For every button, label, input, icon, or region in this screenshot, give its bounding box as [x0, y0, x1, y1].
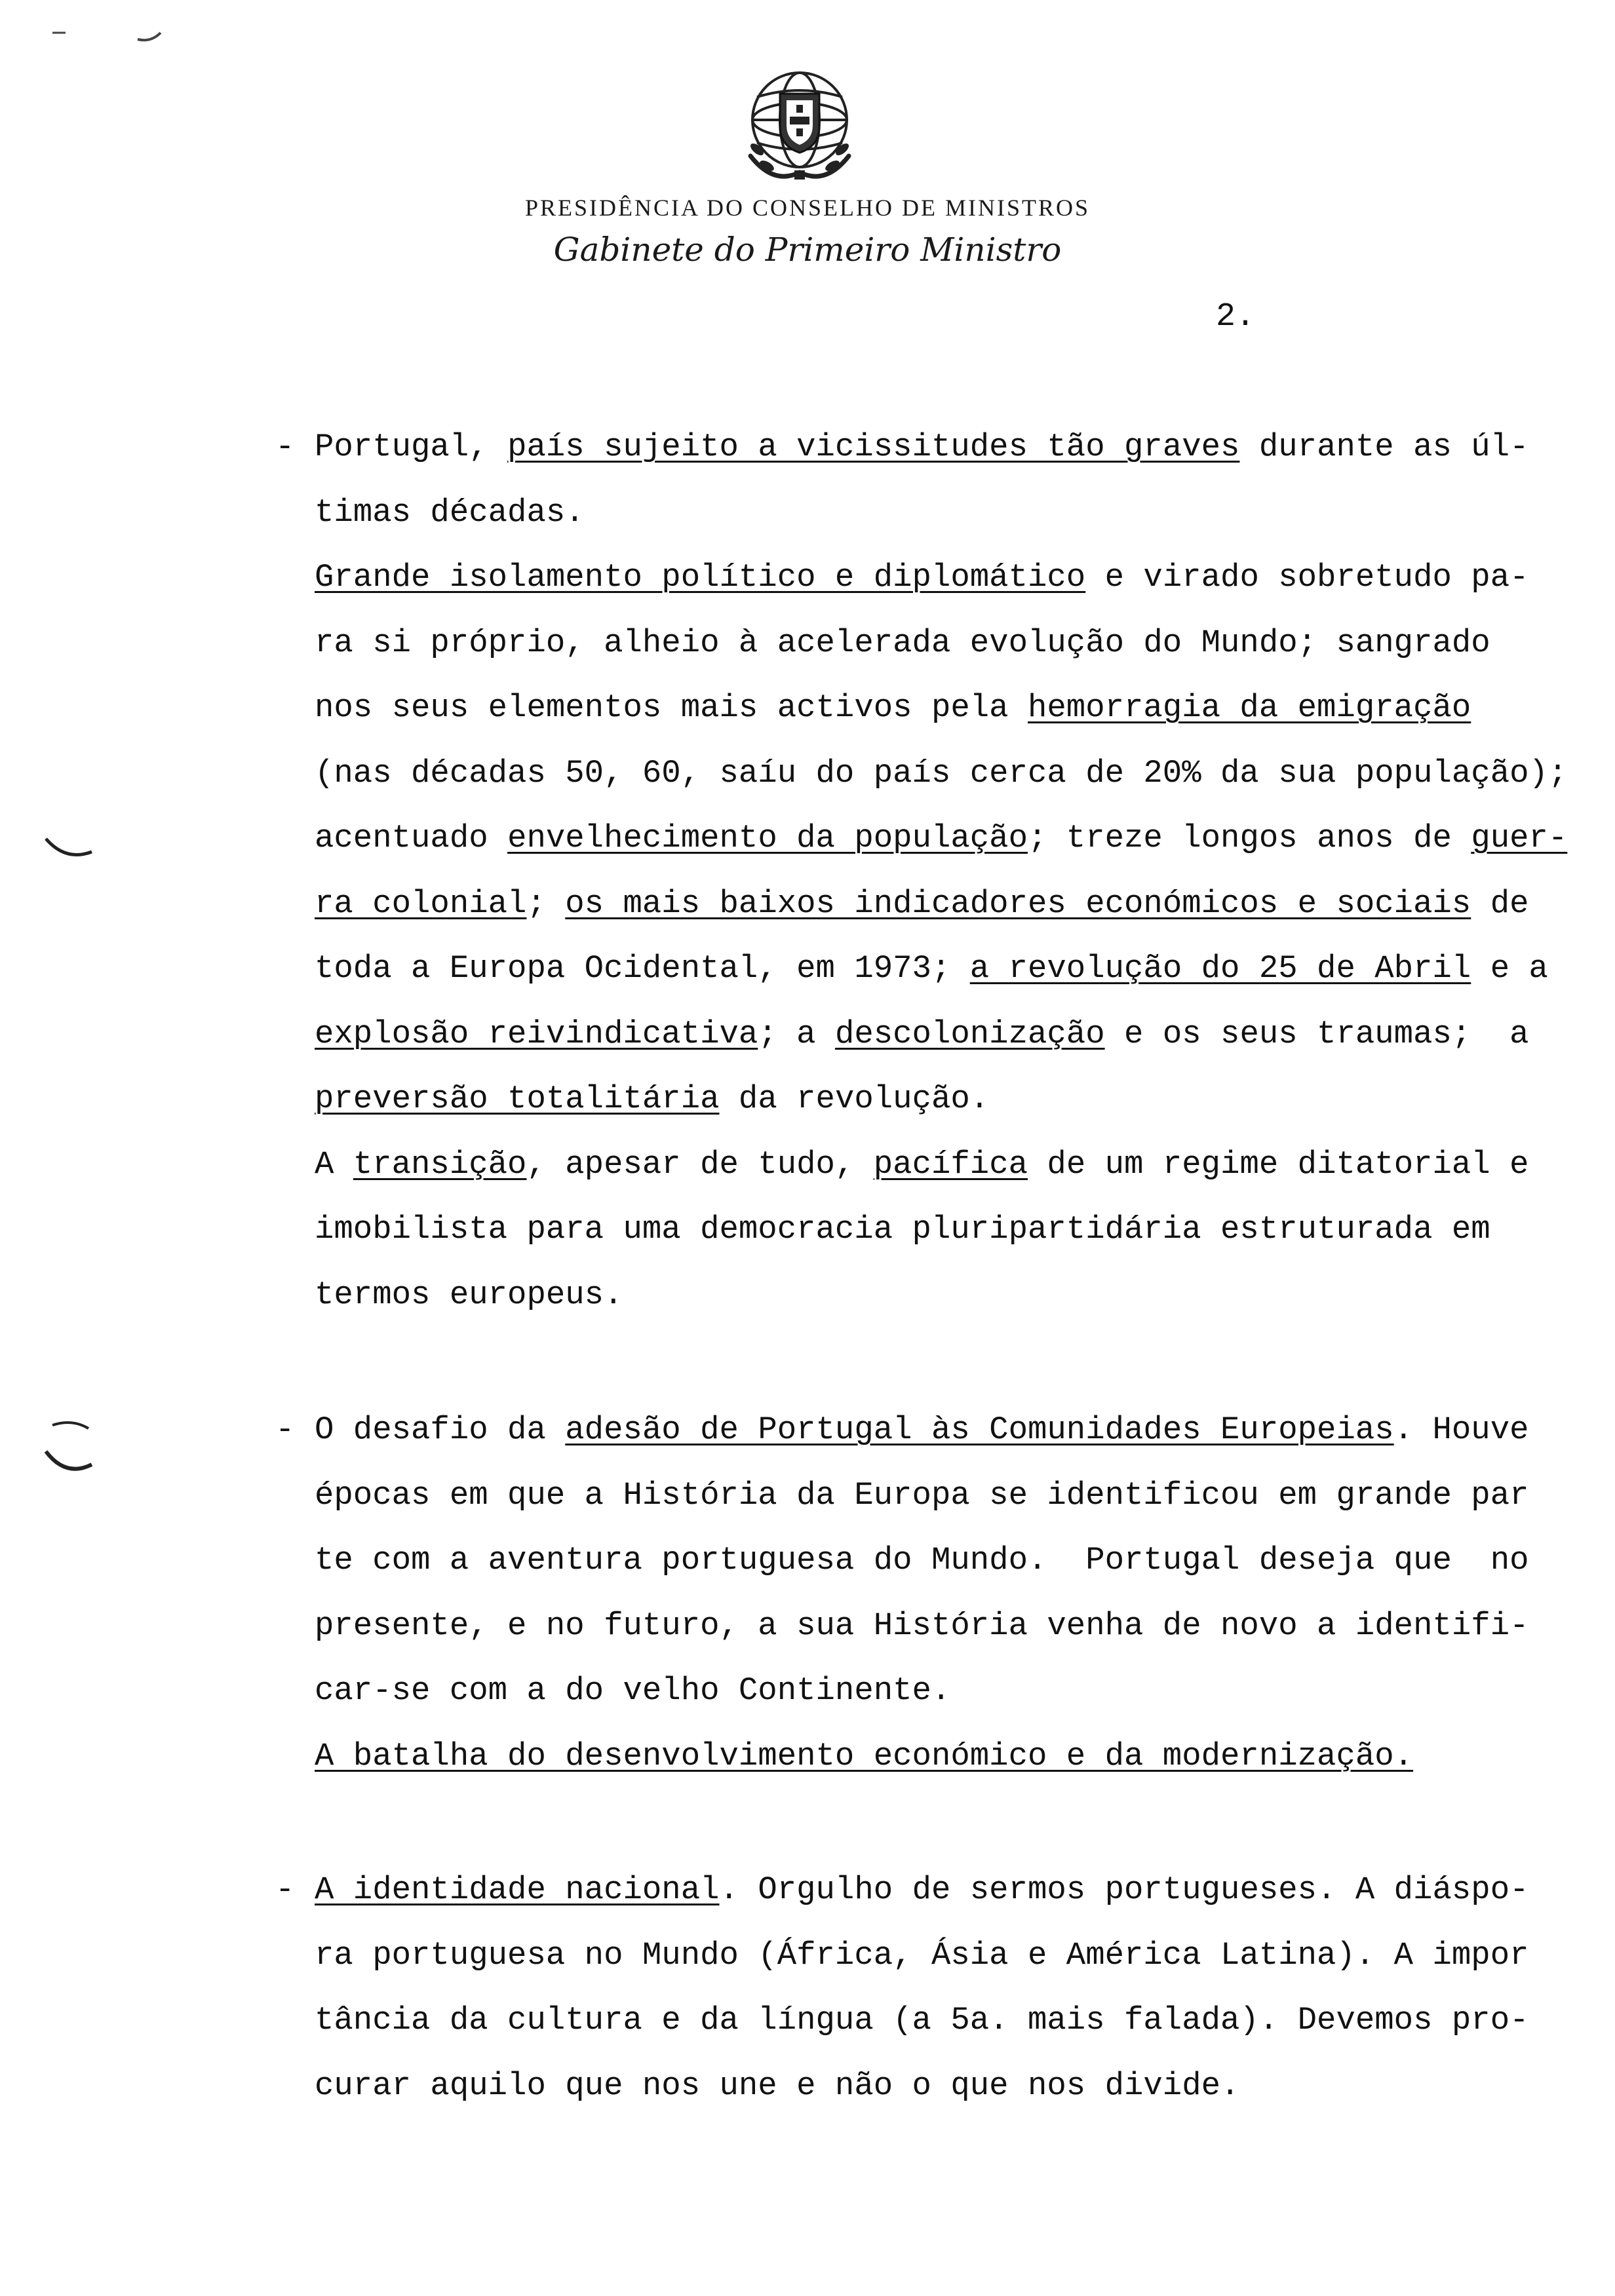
- text-segment: te com a aventura portuguesa do Mundo. Portugal deseja que no: [315, 1542, 1529, 1578]
- text-line: [315, 1410, 1529, 1449]
- text-segment: e virado sobretudo pa-: [1085, 559, 1529, 596]
- text-line: [315, 1671, 950, 1710]
- text-segment: . Orgulho de sermos portugueses. A diáspo-: [719, 1871, 1529, 1908]
- text-segment: ; treze longos anos de: [1028, 820, 1471, 856]
- text-line: [315, 1145, 1529, 1184]
- text-segment: tância da cultura e da língua (a 5a. mais falada). Devemos pro-: [315, 2002, 1529, 2038]
- text-line: [315, 1540, 1529, 1580]
- underlined-phrase: guer-: [1471, 820, 1568, 856]
- bullet-dash: -: [275, 1411, 295, 1448]
- text-segment: (nas décadas 50, 60, saíu do país cerca de 20% da sua população);: [315, 754, 1568, 792]
- office-subtitle: Gabinete do Primeiro Ministro: [553, 231, 1062, 269]
- text-line: [315, 427, 1529, 467]
- text-line: [315, 754, 1567, 793]
- underlined-phrase: A identidade nacional: [315, 1871, 720, 1908]
- underlined-phrase: os mais baixos indicadores económicos e sociais: [565, 885, 1471, 922]
- scan-mark-left-1: [39, 832, 98, 871]
- text-segment: imobilista para uma democracia pluripartidária estruturada em: [315, 1211, 1490, 1248]
- text-segment: termos europeus.: [315, 1276, 623, 1313]
- text-line: [315, 2066, 1239, 2105]
- bullet-dash: -: [275, 429, 295, 465]
- text-line: [315, 949, 1548, 988]
- underlined-phrase: envelhecimento da população: [507, 820, 1028, 856]
- underlined-phrase: explosão reivindicativa: [315, 1015, 758, 1052]
- text-segment: presente, e no futuro, a sua História venha de novo a identifi-: [315, 1607, 1529, 1644]
- text-line: [315, 818, 1567, 858]
- coat-of-arms-emblem: [734, 58, 865, 192]
- text-segment: O desafio da: [315, 1411, 566, 1448]
- text-segment: ;: [526, 885, 566, 922]
- underlined-phrase: A batalha do desenvolvimento económico e da modernização.: [315, 1737, 1414, 1774]
- text-segment: curar aquilo que nos une e não o que nos divide.: [315, 2067, 1240, 2104]
- text-segment: A: [315, 1145, 353, 1183]
- underlined-phrase: descolonização: [834, 1015, 1105, 1052]
- underlined-phrase: transição: [353, 1145, 527, 1183]
- text-segment: ra si próprio, alheio à acelerada evolução do Mundo; sangrado: [315, 624, 1490, 661]
- text-line: [315, 623, 1490, 662]
- underlined-phrase: Grande isolamento político e diplomático: [315, 559, 1086, 596]
- institution-title: PRESIDÊNCIA DO CONSELHO DE MINISTROS: [524, 195, 1091, 221]
- text-line: [315, 1870, 1529, 1909]
- text-segment: acentuado: [315, 820, 508, 856]
- underlined-phrase: país sujeito a vicissitudes tão graves: [507, 429, 1240, 465]
- scan-mark-top-left: [39, 13, 170, 52]
- text-line: [315, 558, 1529, 597]
- text-segment: ra portuguesa no Mundo (África, Ásia e América Latina). A impor: [315, 1936, 1529, 1974]
- text-segment: Portugal,: [315, 429, 508, 465]
- text-line: [315, 1210, 1490, 1249]
- text-line: [315, 688, 1471, 727]
- bullet-dash: -: [275, 1871, 295, 1908]
- text-segment: e os seus traumas; a: [1104, 1015, 1529, 1052]
- underlined-phrase: hemorragia da emigração: [1027, 689, 1471, 726]
- text-segment: . Houve: [1393, 1411, 1529, 1448]
- text-line: [315, 2000, 1529, 2040]
- text-line: [315, 1476, 1529, 1515]
- underlined-phrase: preversão totalitária: [315, 1081, 720, 1117]
- text-segment: épocas em que a História da Europa se identificou em grande par: [315, 1476, 1529, 1514]
- text-segment: de um regime ditatorial e: [1028, 1145, 1529, 1183]
- text-segment: de: [1471, 885, 1529, 922]
- text-line: [315, 1736, 1413, 1776]
- text-segment: car-se com a do velho Continente.: [315, 1672, 951, 1709]
- text-line: [315, 493, 585, 532]
- text-line: [315, 1079, 989, 1119]
- text-segment: ; a: [758, 1015, 835, 1052]
- text-segment: durante as úl-: [1239, 429, 1529, 465]
- text-segment: , apesar de tudo,: [526, 1145, 874, 1183]
- text-line: [315, 1014, 1529, 1054]
- underlined-phrase: pacífica: [873, 1145, 1028, 1183]
- text-line: [315, 1275, 623, 1314]
- scan-mark-left-2: [39, 1415, 98, 1487]
- text-line: [315, 1936, 1529, 1975]
- text-segment: nos seus elementos mais activos pela: [315, 689, 1028, 726]
- text-segment: timas décadas.: [315, 493, 585, 531]
- underlined-phrase: adesão de Portugal às Comunidades Europeias: [565, 1411, 1394, 1448]
- page-number: 2.: [1216, 298, 1256, 335]
- text-segment: toda a Europa Ocidental, em 1973;: [315, 950, 970, 987]
- text-segment: e a: [1471, 950, 1548, 987]
- text-line: [315, 1606, 1529, 1645]
- underlined-phrase: ra colonial: [315, 885, 527, 922]
- text-segment: da revolução.: [719, 1081, 990, 1117]
- text-line: [315, 884, 1529, 923]
- underlined-phrase: a revolução do 25 de Abril: [969, 950, 1471, 987]
